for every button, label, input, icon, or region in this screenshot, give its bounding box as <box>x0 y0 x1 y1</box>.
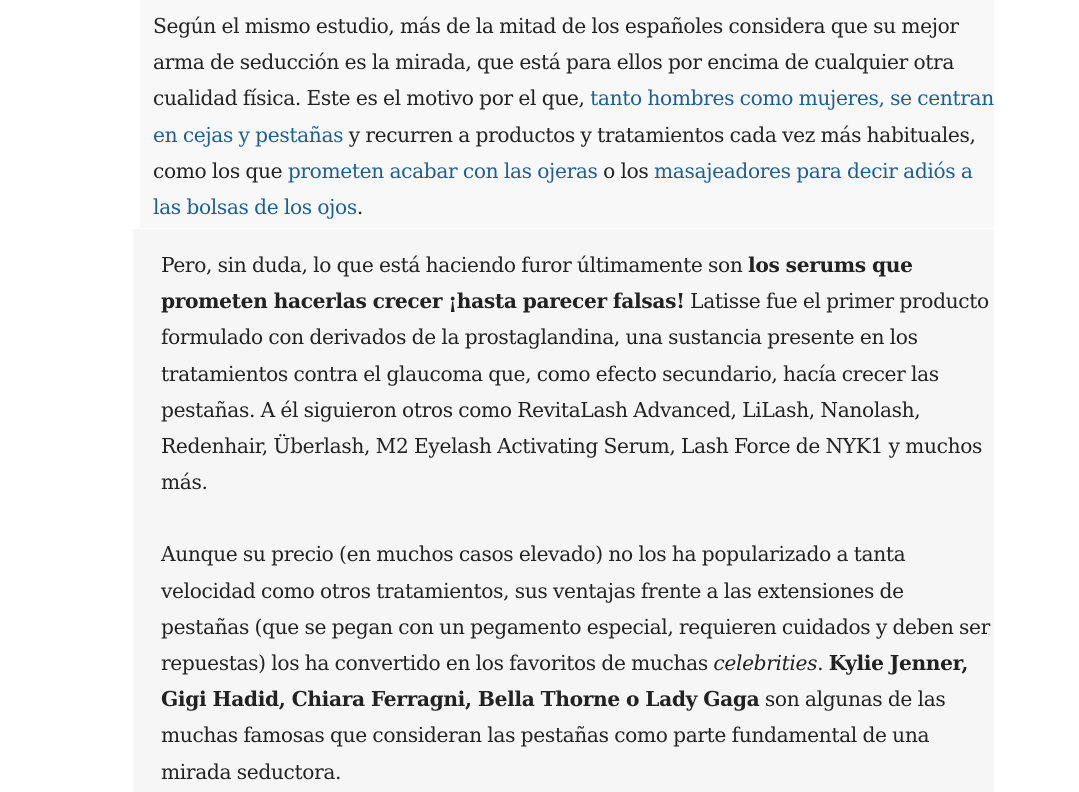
article-paragraph-block-1 <box>140 0 994 228</box>
link-acabar-ojeras[interactable]: prometen acabar con las ojeras <box>287 158 598 183</box>
paragraph-text: . <box>356 195 363 220</box>
paragraph-text: o los <box>597 158 655 183</box>
paragraph-text: . <box>817 651 829 676</box>
paragraph-text: Latisse fue el primer producto formulado con derivados de la prostaglandina, una sustancia presente en los tratamientos contra el glaucoma que, como efecto secundario, hacía crecer las pestañas. A él siguieron otros como RevitaLash Advanced, LiLash, Nanolash, Redenhair, Überlash, M2 Eyelash Activating Serum, Lash Force de NYK1 y muchos más. <box>161 289 989 495</box>
paragraph-text: Pero, sin duda, lo que está haciendo furor últimamente son <box>161 253 749 277</box>
bold-celebrity-names: Kylie Jenner, Gigi Hadid, Chiara Ferragni, Bella Thorne o Lady Gaga <box>161 651 969 712</box>
paragraph-text: son algunas de las muchas famosas que consideran las pestañas como parte fundamental de una mirada seductora. <box>161 687 946 784</box>
italic-celebrities: celebrities <box>713 651 818 676</box>
link-hombres-mujeres-cejas-pestanas[interactable]: tanto hombres como mujeres, se centran en cejas y pestañas <box>153 86 994 147</box>
paragraph-text: Aunque su precio (en muchos casos elevado) no los ha popularizado a tanta velocidad como otros tratamientos, sus ventajas frente a las extensiones de pestañas (que se pegan con un pegamento especial, requieren cuidados y deben ser repuestas) los ha convertido en los favoritos de muchas <box>161 542 990 676</box>
link-masajeadores-bolsas-ojos[interactable]: masajeadores para decir adiós a las bolsas de los ojos <box>153 158 973 220</box>
paragraph-text: y recurren a productos y tratamientos cada vez más habituales, como los que <box>153 122 976 183</box>
paragraph-serums <box>161 247 994 500</box>
paragraph-study-gaze <box>153 8 994 225</box>
article-paragraph-block-2 <box>133 229 994 792</box>
paragraph-celebrities <box>161 536 994 789</box>
paragraph-text: Según el mismo estudio, más de la mitad de los españoles considera que su mejor arma de seducción es la mirada, que está para ellos por encima de cualquier otra cualidad física. Este es el motivo por el que, <box>153 14 959 111</box>
bold-serums-highlight: los serums que prometen hacerlas crecer ¡hasta parecer falsas! <box>161 253 913 314</box>
